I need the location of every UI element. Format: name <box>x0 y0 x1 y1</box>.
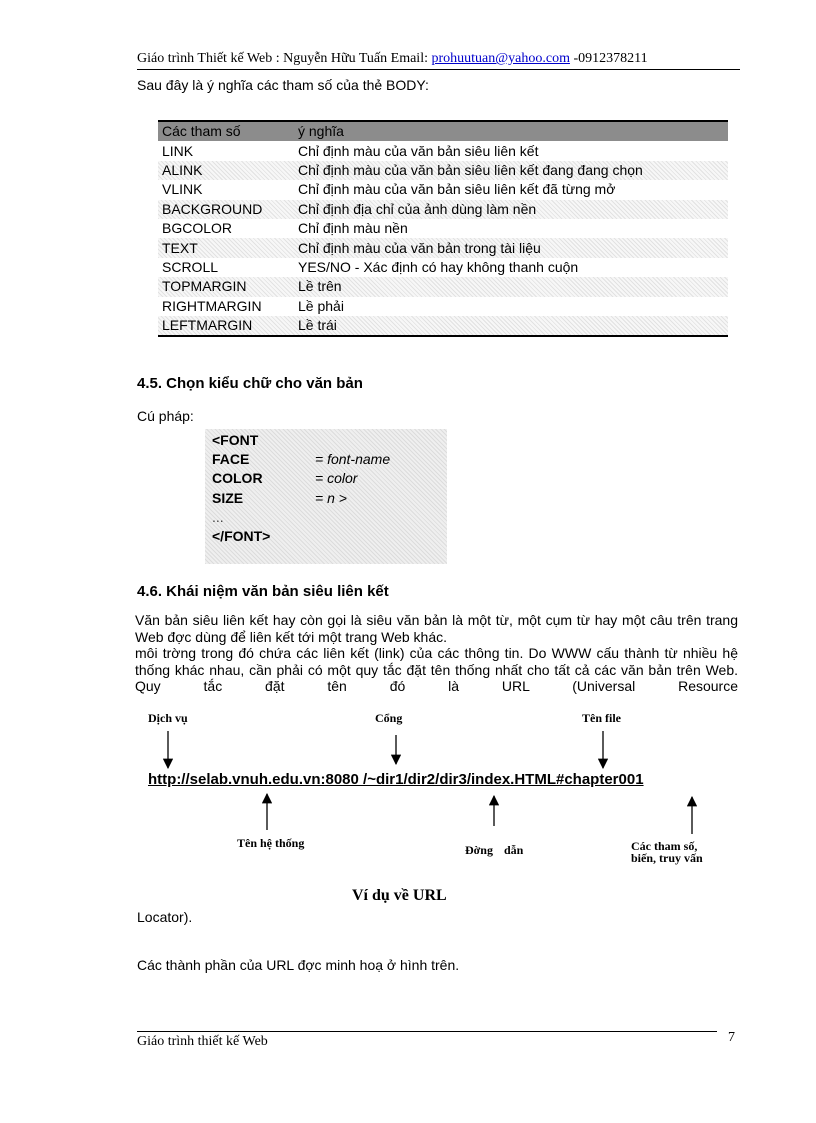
code-attr-key: COLOR <box>212 470 263 486</box>
code-open-tag: <FONT <box>212 432 259 448</box>
param-desc: Chỉ định màu nền <box>298 220 408 237</box>
header-phone: -0912378211 <box>569 51 648 66</box>
syntax-label: Cú pháp: <box>137 408 194 424</box>
param-desc: Chỉ định màu của văn bản trong tài liệu <box>294 238 728 257</box>
code-attr-key: FACE <box>212 451 250 467</box>
hyperlink-paragraph <box>135 612 738 695</box>
table-row <box>158 141 728 160</box>
table-row <box>158 238 728 257</box>
param-desc: Lề phải <box>298 297 344 314</box>
table-row <box>158 180 728 199</box>
code-attr-color <box>212 470 358 486</box>
param-desc: Lề trái <box>294 316 728 336</box>
code-attr-face <box>212 451 391 467</box>
page-header <box>137 51 740 67</box>
body-params-table <box>158 120 728 337</box>
param-name: LEFTMARGIN <box>158 316 294 336</box>
footer-divider <box>137 1031 717 1032</box>
font-syntax-code-block <box>205 429 447 564</box>
column-header-param: Các tham số <box>158 121 294 141</box>
table-row <box>158 219 728 238</box>
header-title: Giáo trình Thiết kế Web : Nguyễn Hữu Tuấn Email: <box>137 51 432 66</box>
code-attr-value: = color <box>315 470 358 486</box>
header-divider <box>137 69 740 70</box>
label-host: Tên hệ thống <box>237 836 305 850</box>
param-name: RIGHTMARGIN <box>162 297 262 314</box>
paragraph-line: Văn bản siêu liên kết hay còn gọi là siêu văn bản là một từ, một cụm từ hay một câu trên trang Web đợc dùng để liên kết tới một trang Web khác. <box>135 612 738 645</box>
param-name: ALINK <box>158 161 294 180</box>
param-name: VLINK <box>162 181 203 198</box>
label-path: Đờng dẫn <box>465 843 524 857</box>
param-desc: YES/NO - Xác định có hay không thanh cuộn <box>298 258 579 275</box>
code-close-tag: </FONT> <box>212 528 271 544</box>
table-row <box>158 277 728 296</box>
code-attr-value: = font-name <box>315 451 391 467</box>
column-header-meaning: ý nghĩa <box>294 121 728 141</box>
param-name: SCROLL <box>162 258 219 275</box>
paragraph-continuation: Locator). <box>137 909 193 925</box>
code-attr-key: SIZE <box>212 490 244 506</box>
footer-text: Giáo trình thiết kế Web <box>137 1034 268 1049</box>
page-number: 7 <box>728 1030 735 1045</box>
code-attr-size <box>212 490 347 506</box>
param-desc: Chỉ định màu của văn bản siêu liên kết đã từng mở <box>298 181 616 198</box>
table-row <box>158 316 728 336</box>
paragraph-line: môi trờng trong đó chứa các liên kết (link) của các thông tin. Do WWW cấu thành từ nhiều hệ thống khác nhau, cần phải có một quy tắc đặt tên thống nhất cho tất cả các văn bản trên Web. Quy tắc đặt tên đó là URL (Universal Resource <box>135 645 738 694</box>
param-desc: Chỉ định màu của văn bản siêu liên kết đang đang chọn <box>294 161 728 180</box>
table-header-row <box>158 121 728 141</box>
param-name: BACKGROUND <box>158 200 294 219</box>
example-url: http://selab.vnuh.edu.vn:8080 /~dir1/dir2/dir3/index.HTML#chapter001 <box>148 771 644 788</box>
section-heading-4-5: 4.5. Chọn kiểu chữ cho văn bản <box>137 375 363 392</box>
label-service: Dịch vụ <box>148 711 188 725</box>
closing-paragraph: Các thành phần của URL đợc minh hoạ ở hình trên. <box>137 957 460 973</box>
param-desc: Chỉ định địa chỉ của ảnh dùng làm nền <box>294 200 728 219</box>
table-row <box>158 258 728 277</box>
intro-text: Sau đây là ý nghĩa các tham số của thẻ BODY: <box>137 77 429 93</box>
param-desc: Chỉ định màu của văn bản siêu liên kết <box>298 142 539 159</box>
param-name: LINK <box>162 142 194 159</box>
param-desc: Lề trên <box>294 277 728 296</box>
table-row <box>158 161 728 180</box>
param-name: BGCOLOR <box>162 220 233 237</box>
table-row <box>158 297 728 316</box>
label-port: Cổng <box>375 711 403 725</box>
diagram-caption: Ví dụ về URL <box>352 887 447 904</box>
section-heading-4-6: 4.6. Khái niệm văn bản siêu liên kết <box>137 583 389 600</box>
table-row <box>158 200 728 219</box>
header-email-link[interactable]: prohuutuan@yahoo.com <box>431 51 570 66</box>
label-file: Tên file <box>582 711 621 725</box>
param-name: TEXT <box>158 238 294 257</box>
param-name: TOPMARGIN <box>158 277 294 296</box>
label-params: Các tham số, biến, truy vấn <box>631 839 703 865</box>
code-ellipsis: ... <box>212 509 224 525</box>
code-attr-value: = n > <box>315 490 347 506</box>
